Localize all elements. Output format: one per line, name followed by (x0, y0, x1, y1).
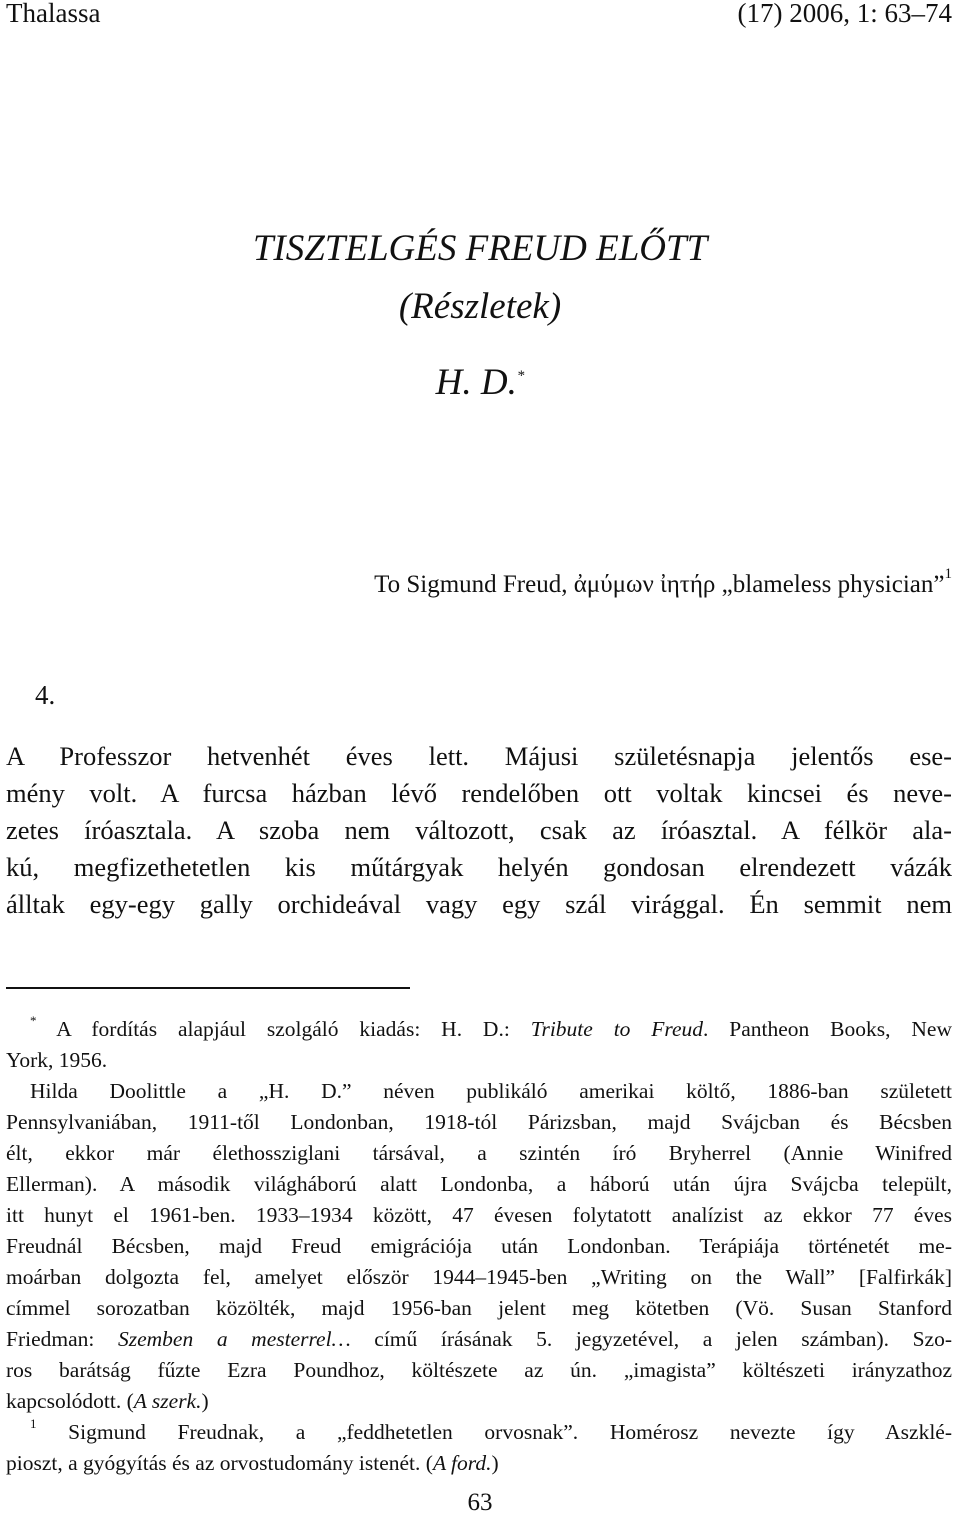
footnote-text: A fordítás alapjául szolgáló kiadás: H. D.: (56, 1017, 531, 1041)
footnote-line (6, 1448, 952, 1479)
footnote-text: ) (491, 1451, 499, 1475)
journal-name: Thalassa (6, 0, 101, 28)
footnote-line (6, 1386, 952, 1417)
footnote-line: itt hunyt el 1961-ben. 1933–1934 között, 47 évesen folytatott analízist az ekkor 77 éves (6, 1203, 952, 1227)
footnotes (6, 1014, 952, 1479)
article-subtitle: (Részletek) (398, 286, 562, 327)
footnote-star-source (6, 1014, 952, 1045)
footnote-one (6, 1417, 952, 1448)
body-line: álltak egy-egy gally orchideával vagy egy szál virággal. Én semmit nem (6, 889, 952, 919)
footnote-star-mark: * (30, 1013, 37, 1028)
footnote-divider (6, 987, 410, 989)
footnote-line (6, 1324, 952, 1355)
footnote-line: címmel sorozatban közölték, majd 1956-ban jelent meg kötetben (Vö. Susan Stanford (6, 1296, 952, 1320)
footnote-text: ) (201, 1389, 209, 1413)
author-footnote-mark: * (516, 368, 525, 384)
footnote-text: című írásának 5. jegyzetével, a jelen számban). Szo- (350, 1327, 952, 1351)
footnote-text: . Pantheon Books, New (703, 1017, 952, 1041)
footnote-line: York, 1956. (6, 1048, 108, 1072)
body-line: mény volt. A furcsa házban lévő rendelőben ott voltak kincsei és neve- (6, 778, 952, 808)
body-paragraph (6, 738, 952, 923)
body-line: A Professzor hetvenhét éves lett. Májusi születésnapja jelentős ese- (6, 741, 952, 771)
footnote-text: kapcsolódott. ( (6, 1389, 134, 1413)
footnote-line: Hilda Doolittle a „H. D.” néven publikáló amerikai költő, 1886-ban született (30, 1079, 952, 1103)
footnote-text: Friedman: (6, 1327, 118, 1351)
dedication (374, 568, 952, 602)
cited-title: Szemben a mesterrel… (117, 1327, 351, 1351)
footnote-line: Pennsylvaniában, 1911-től Londonban, 1918-tól Párizsban, majd Svájcban és Bécsben (6, 1110, 952, 1134)
page-number: 63 (467, 1489, 493, 1516)
footnote-line: Freudnál Bécsben, majd Freud emigrációja után Londonban. Terápiája történetét me- (6, 1234, 952, 1258)
footnote-line: élt, ekkor már élethossziglani társával, a szintén író Bryherrel (Annie Winifred (6, 1141, 952, 1165)
body-line: kú, megfizethetetlen kis műtárgyak helyén gondosan elrendezett vázák (6, 852, 952, 882)
editor-note: A szerk. (133, 1389, 202, 1413)
source-title: Tribute to Freud (530, 1017, 704, 1041)
body-line: zetes íróasztala. A szoba nem változott, csak az íróasztal. A félkör ala- (6, 815, 952, 845)
section-number: 4. (35, 680, 56, 710)
footnote-text: pioszt, a gyógyítás és az orvostudomány istenét. ( (6, 1451, 433, 1475)
issue-citation: (17) 2006, 1: 63–74 (737, 0, 952, 28)
dedication-text: To Sigmund Freud, ἀμύμων ἰητήρ „blameless physician” (374, 571, 945, 598)
author-name: H. D. (435, 362, 517, 403)
article-title: TISZTELGÉS FREUD ELŐTT (252, 228, 708, 269)
footnote-one-mark: 1 (30, 1416, 37, 1431)
footnote-line: Ellerman). A második világháború alatt Londonba, a háború után újra Svájcba települt, (6, 1172, 952, 1196)
footnote-line: moárban dolgozta fel, amelyet először 1944–1945-ben „Writing on the Wall” [Falfirkák] (6, 1265, 952, 1289)
footnote-line: ros barátság fűzte Ezra Poundhoz, költészete az ún. „imagista” költészeti irányzathoz (6, 1358, 952, 1382)
footnote-text: Sigmund Freudnak, a „feddhetetlen orvosnak”. Homérosz nevezte így Aszklé- (68, 1420, 952, 1444)
author-line (0, 360, 960, 406)
translator-note: A ford. (432, 1451, 492, 1475)
dedication-footnote-mark: 1 (944, 566, 952, 582)
